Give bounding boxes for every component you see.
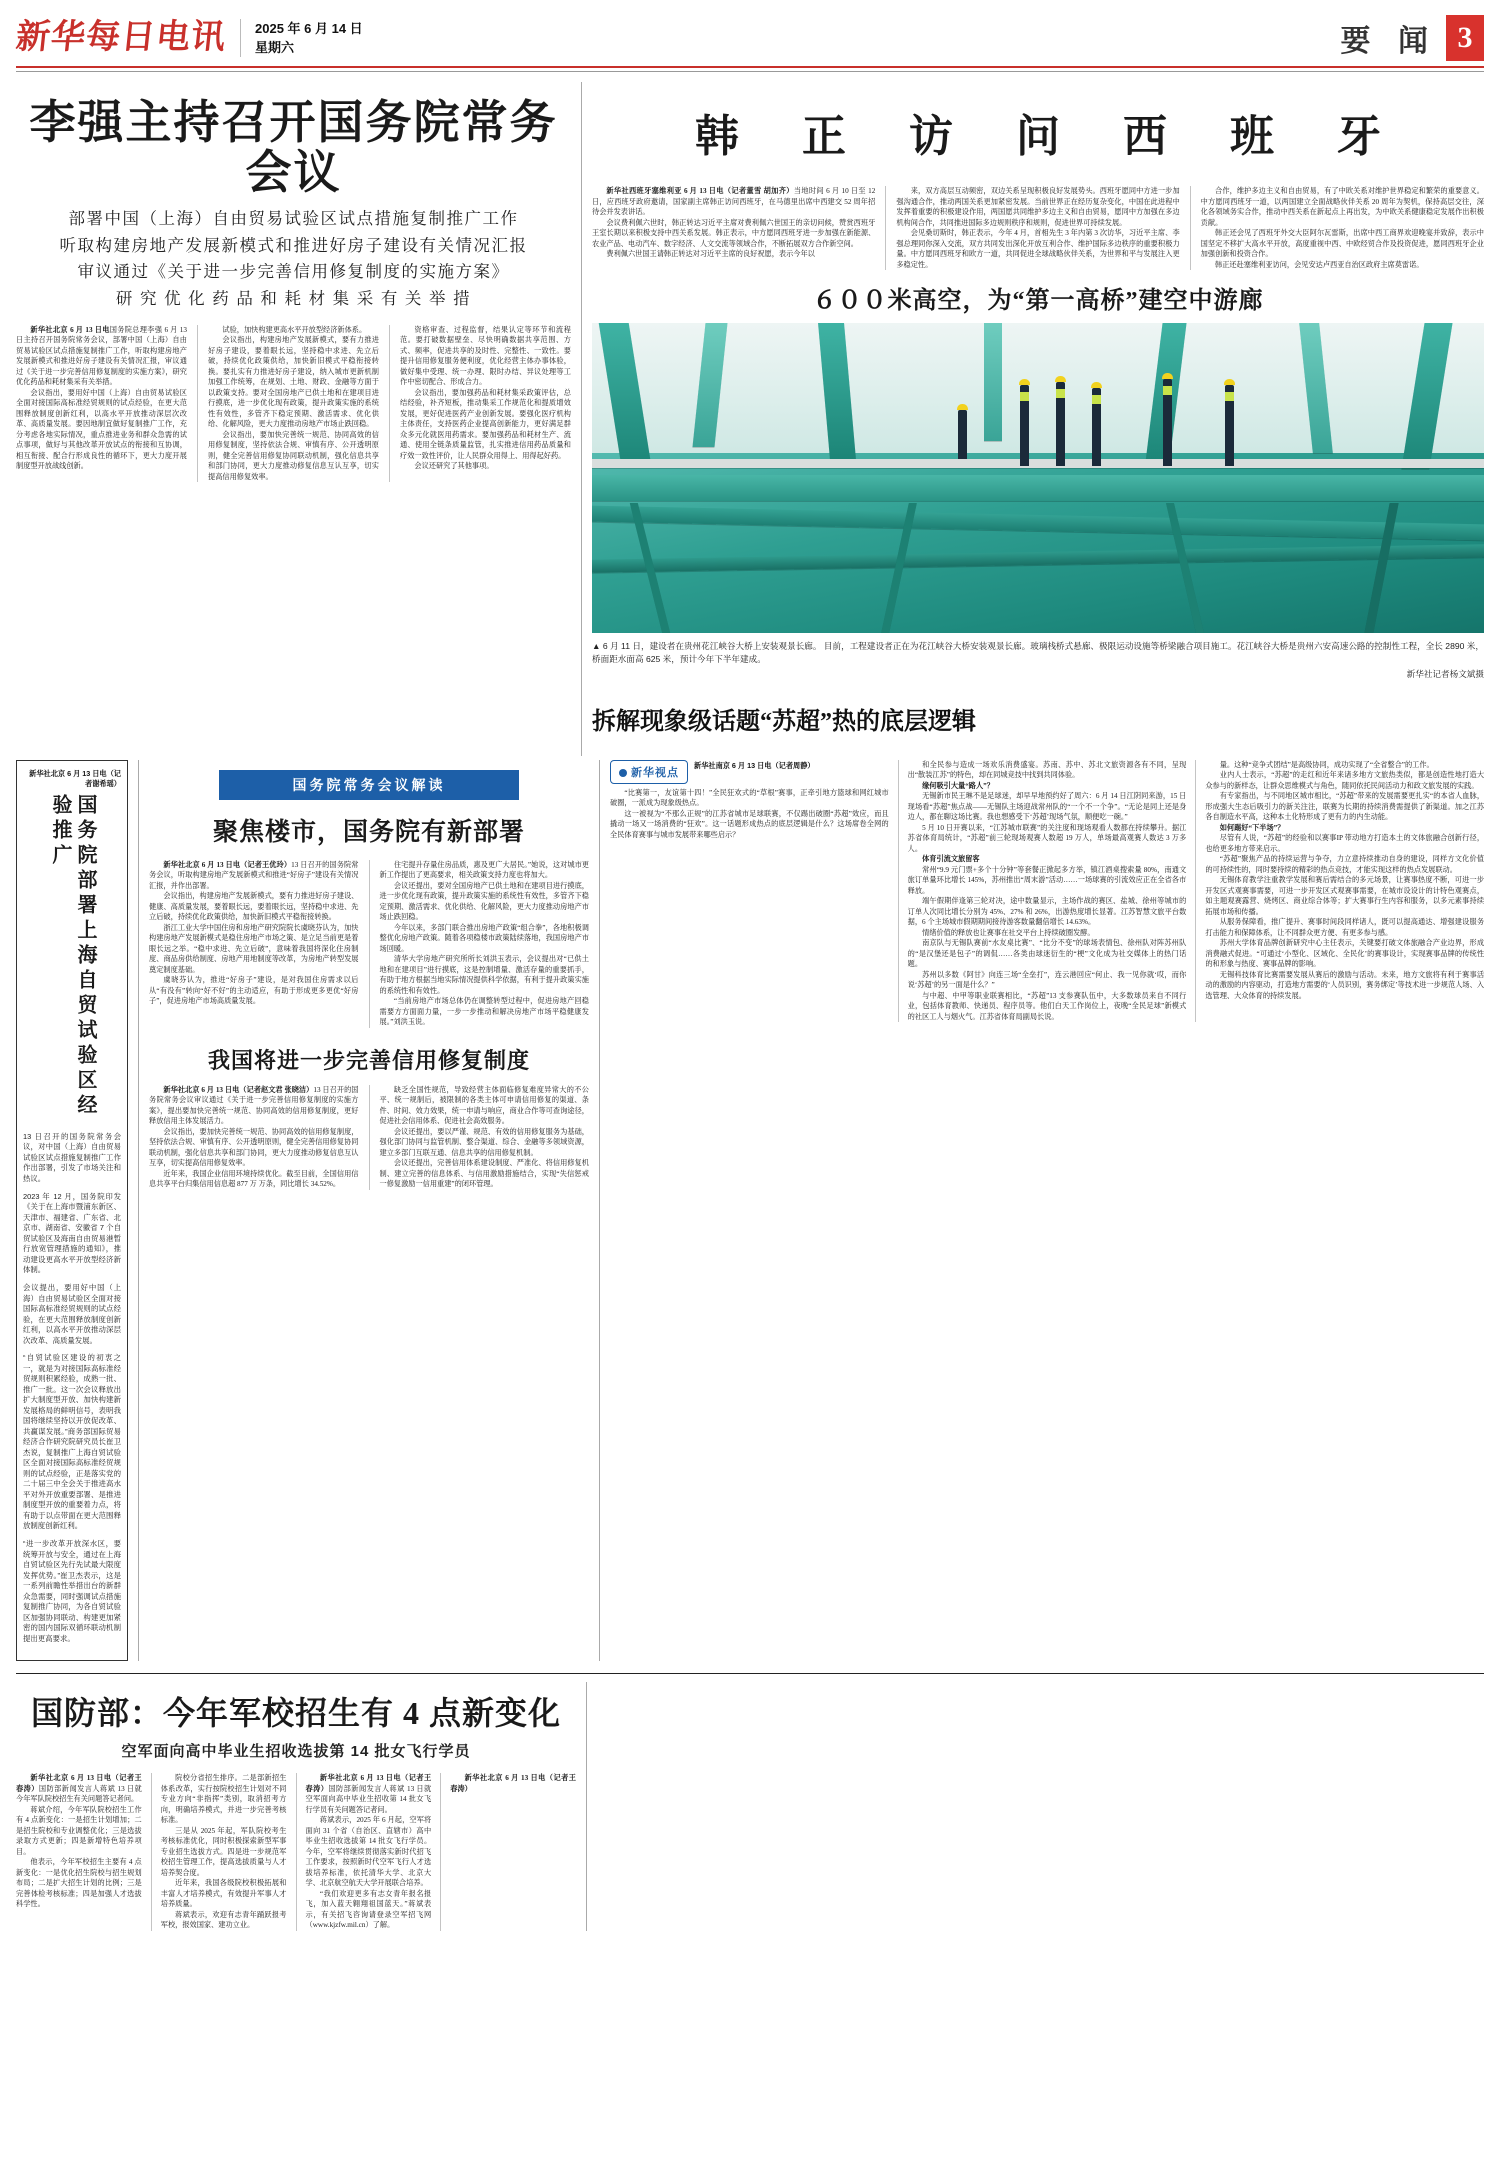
column-separator (898, 760, 899, 1023)
credit-col-1: 新华社北京 6 月 13 日电（记者赵文君 张晓洁）13 日召开的国务院常务会议审议通过《关于进一步完善信用修复制度的实施方案》，提出要加快完善统一规范、协同高效的信用修复制度，更好释放信用主体发展活力。 会议指出，要加快完善统一规范、协同高效的信用修复制度，坚持依法合规、审慎有序、公开透明原则，健全完善信用修复协同联动机制，强化信息共享和部门协同，更大力度推动修复信息互认互享，切实提高信用修复效率。 近年来，我国企业信用环境持续优化。截至目前，全国信用信息共享平台归集信用信息超 877 万 万条，同比增长 34.52%。 (149, 1085, 359, 1189)
worker-figure (958, 410, 967, 460)
column-separator (440, 1773, 441, 1931)
state-council-banner: 国务院常务会议解读 (219, 770, 519, 800)
photo-sky (592, 323, 1484, 453)
mid-divider (138, 760, 139, 1661)
column-separator (151, 1773, 152, 1931)
column-separator (296, 1773, 297, 1931)
bridge-photo (592, 323, 1484, 633)
loushi-headline: 聚焦楼市，国务院有新部署 (212, 818, 525, 846)
lead-subhead-4: 研 究 优 化 药 品 和 耗 材 集 采 有 关 举 措 (115, 290, 472, 309)
lead-article (16, 82, 571, 756)
spain-headline: 韩 正 访 问 西 班 牙 (694, 112, 1407, 161)
loushi-col-1: 新华社北京 6 月 13 日电（记者王优玲）13 日召开的国务院常务会议，听取构建房地产发展新模式和推进“好房子”建设有关情况汇报，并作出部署。 会议指出，构建房地产发展新模式，要有力推进好房子建设、健康、高质量发展，要着眼长远，要着眼长远，坚持稳中求进、先立后破，持续优化政策供给，加快新旧模式平稳衔接转换。 浙江工业大学中国住房和房地产研究院院长虞晓芬认为，加快构建房地产发展新模式是稳住房地产市场之策、是立足当前更是着眼长远之举。“稳中求进、先立后破”，意味着我国将深化住房制度、商品房供给制度、房地产用地制度等改革，为房地产转型发展奠定制度基础。 虞晓芬认为，推进“好房子”建设，是对我国住房需求以后从“有没有”转向“好不好”的主动适应，有助于形成更多更优“好房子”，促进房地产市场高质量发展。 (149, 860, 359, 1006)
defense-col-1: 新华社北京 6 月 13 日电（记者王春涛）国防部新闻发言人蒋斌 13 日就今年军队院校招生有关问题答记者问。 蒋斌介绍，今年军队院校招生工作有 4 点新变化：一是招生计划增加；二是招生院校和专业调整优化；三是选拔录取方式更新；四是新增特色培养项目。 他表示，今年军校招生主要有 4 点新变化：一是优化招生院校与招生规划布局；二是扩大招生计划的比例；三是完善体检考核标准；四是加强人才选拔科学性。 (16, 1774, 142, 1909)
spain-col-3: 合作，维护多边主义和自由贸易，有了中欧关系对维护世界稳定和繁荣的重要意义。中方愿同西班牙一道，以两国建立全面战略伙伴关系 20 周年为契机，保持高层交往，深化各领域务实合作，推动中西关系在新起点上再出发，为中欧关系健康稳定发展作出积极贡献。 韩正还会见了西班牙外交大臣阿尔瓦雷斯，出席中西工商界欢迎晚宴并致辞，表示中国坚定不移扩大高水平开放，高度重视中西、中欧经贸合作及投资促进，愿同西班牙企业加强创新和投资合作。 韩正还赴塞维利亚访问，会见安达卢西亚自治区政府主席莫雷诺。 (1200, 187, 1484, 269)
worker-figure (1163, 379, 1172, 466)
credit-headline: 我国将进一步完善信用修复制度 (207, 1047, 530, 1073)
vertical-headline: 国务院部署上海自贸试验区经验推广 (49, 793, 96, 1119)
photo-caption-lead: ▲ 6 月 11 日，建设者在贵州花江峡谷大桥上安装观景长廊。 (592, 641, 822, 651)
defense-col-2: 院校分省招生排序。二是部新招生体系改革，实行按院校招生计划对不同专业方向“非指挥”类别，取消招考方向，明确培养模式，并进一步完善考核标准。 三是从 2025 年起，军队院校考生考核标准优化，同时积极探索新型军事专业招生选拔方式。四是进一步规范军校招生管理工作，提高选拔质量与人才培养契合度。 近年来，我国各级院校积极拓展和丰富人才培养模式，有效提升军事人才培养质量。 蒋斌表示，欢迎有志青年踊跃报考军校，报效国家、建功立业。 (160, 1774, 287, 1930)
column-separator (1190, 186, 1191, 270)
masthead-divider (240, 19, 241, 57)
spain-col-1: 新华社西班牙塞维利亚 6 月 13 日电（记者董雪 胡加齐）当地时间 6 月 10 日至 12 日，应西班牙政府邀请，国家副主席韩正访问西班牙，在马德里出席中西建交 52 周年招待会并发表讲话。 会议费利佩六世时，韩正转达习近平主席对费利佩六世国王的亲切问候，赞赏西班牙王室长期以来积极支持中西关系发展。韩正表示，中方愿同西班牙进一步加强在新能源、农业产品、电动汽车、数字经济、人文交流等领域合作，不断拓展双方合作新空间。 费利佩六世国王请韩正转达对习近平主席的良好祝愿，表示今年以 (592, 187, 876, 258)
masthead (0, 0, 1500, 66)
column-separator (389, 325, 390, 483)
column-separator (369, 860, 370, 1028)
worker-figure (1020, 385, 1029, 466)
bottom-zone (0, 1674, 1500, 1931)
photo-lower-girder (592, 545, 1484, 574)
column-separator (197, 325, 198, 483)
worker-figure (1225, 385, 1234, 466)
defense-subhead: 空军面向高中毕业生招收选拔第 14 批女飞行学员 (121, 1743, 471, 1761)
photo-article-headline: ６００米高空，为“第一高桥”建空中游廊 (812, 288, 1264, 314)
publication-logo: 新华每日电讯 (14, 19, 228, 56)
lead-col-3: 资格审查、过程监督，结果认定等环节和流程范。要打破数据壁垒、尽快明确数据共享范围、方式、频率，促进共享的及时性、完整性、一致性。要提升信用修复服务便利度，优化经营主体办事体验，做好集中受理、统一办理、限时办结、异议处理等工作中密切配合、形成合力。 会议指出，要加强药品和耗材集采政策评估，总结经验，补齐短板，推动集采工作规范化和提质增效发展，更好促进医药产业创新发展。要强化医疗机构主体责任，支持医药企业提高创新能力，更好满足群众多元化就医用药需求。要加强药品和耗材生产、流通、使用全链条质量监管，扎实推进信用药品质量和疗效一致性评价，让人民群众用得上、用得起好药。 会议还研究了其他事项。 (400, 325, 571, 471)
worker-figure (1056, 382, 1065, 466)
photo-main-girder (592, 475, 1484, 501)
date-line: 2025 年 6 月 14 日 (255, 20, 363, 36)
lead-subhead-1: 部署中国（上海）自由贸易试验区试点措施复制推广工作 (68, 210, 519, 229)
defense-col-3: 新华社北京 6 月 13 日电（记者王春涛）国防部新闻发言人蒋斌 13 日就空军面向高中毕业生招收第 14 批女飞行学员有关问题答记者问。 蒋斌表示，2025 年 6 月起，空军将面向 31 个省（自治区、直辖市）高中毕业生招收选拔第 14 批女飞行学员。今年，空军将继续贯彻落实新时代招飞工作要求，按照新时代空军飞行人才选拔培养标准，依托清华大学、北京大学、北京航空航天大学开展联合培养。 “我们欢迎更多有志女青年报名报飞，加入蓝天翱翔祖国蓝天。”蒋斌表示，有关招飞咨询请登录空军招飞网（www.kjzfw.mil.cn）了解。 (305, 1774, 432, 1930)
column-separator (885, 186, 886, 270)
column-separator (369, 1085, 370, 1190)
lead-headline: 李强主持召开国务院常务会议 (29, 97, 558, 198)
spain-col-2: 来，双方高层互动频密，双边关系呈现积极良好发展势头。西班牙愿同中方进一步加强沟通合作，推动两国关系更加紧密发展。当前世界正在经历复杂变化，中国在此进程中发挥着重要的积极建设作用，两国愿共同维护多边主义和自由贸易，愿同中方加强在多边机构间合作，共同推进国际多边规则秩序和规则，促进世界可持续发展。 会见桑切斯时，韩正表示，今年 4 月，首相先生 3 年内第 3 次访华，习近平主席、李强总理同你深入交流，双方共同发出深化开放互利合作、维护国际多边秩序的重要积极力量。中方愿同西班牙和欧方一道，共同促进全球战略伙伴关系，为世界和平与发展注入更多稳定性。 (896, 187, 1180, 269)
lead-col-2: 试验，加快构建更高水平开放型经济新体系。 会议指出，构建房地产发展新模式，要有力推进好房子建设，要着眼长远，坚持稳中求进、先立后破，持续优化政策供给，加快新旧模式平稳衔接转换。要扎实有力推进好房子建设，纳入城市更新机制加强工作统筹，在规划、土地、财政、金融等方面于以政策支持。要对全国房地产已供土地和在建项目进行摸底，进一步优化现有政策，提升政策实施的系统性有效性，多管齐下稳定预期、激活需求、优化供给、化解风险，更大力度推动房地产市场止跌回稳。 会议指出，要加快完善统一规范、协同高效的信用修复制度，坚持依法合规、审慎有序、公开透明原则，健全完善信用修复协同联动机制，强化信息共享和部门协同，更大力度推动修复信息互认互享，切实提高信用修复效率。 (208, 325, 379, 481)
loushi-col-2: 住宅提升存量住房品质，惠及更广大居民。”她说，这对城市更新工作提出了更高要求，相关政策支持力度也将加大。 会议还提出，要对全国房地产已供土地和在建项目进行摸底，进一步优化现有政策，提升政策实施的系统性有效性，多管齐下稳定预期、激活需求、优化供给、化解风险，更大力度推动房地产市场止跌回稳。 今年以来，多部门联合推出房地产政策“组合拳”，各地积极调整优化房地产政策。随着各项稳楼市政策陆续落地，我国房地产市场回暖。 清华大学房地产研究所所长刘洪玉表示，会议提出对“已供土地和在建项目”进行摸底，这是控制增量、激活存量的重要抓手，有助于地方根据当地实际情况提供科学依据，有利于提升政策实施的系统性和有效性。 “当前房地产市场总体仍在调整转型过程中，促进房地产回稳需要方方面面力量，一步一步推动和解决房地产市场平稳健康发展。”刘洪玉说。 (379, 860, 589, 1027)
weekday-line: 星期六 (255, 40, 295, 55)
column-separator (1195, 760, 1196, 1023)
loushi-columns (149, 860, 589, 1028)
top-zone (0, 72, 1500, 756)
vertical-body: 13 日召开的国务院常务会议，对中国（上海）自由贸易试验区试点措施复制推广工作作出部署，引发了市场关注和热议。 2023 年 12 月，国务院印发《关于在上海市暨浦东新区、天津市、福建省、广东省、北京市、湖南省、安徽省 7 个自贸试验区及海南自由贸易港暂行放宽管理措施的通知》，推动建设更高水平开放型经济新体制。 会议提出，要用好中国（上海）自由贸易试验区全面对接国际高标准经贸规则的试点经验，在更大范围释放制度创新红利，以高水平开放推动深层次改革、高质量发展。 “自贸试验区建设的初衷之一，就是为对接国际高标准经贸规则积累经验，成熟一批、推广一批。这一次会议释放出扩大制度型开放、加快构建新发展格局的鲜明信号，表明我国将继续坚持以开放促改革、共赢谋发展。”商务部国际贸易经济合作研究院研究员长崔卫杰说，复制推广上海自贸试验区全面对接国际高标准经贸规则的试点经验，正是落实党的二十届三中全会关于推进高水平对外开放重要部署、是推进制度型开放的重要着力点，将有助于以点带面在更大范围释放制度创新红利。 “进一步改革开放深水区，要统筹开放与安全，通过在上海自贸试验区先行先试最大限度发挥优势。”崔卫杰表示，这是一系列前瞻性举措出台的新群众急需要，同时强调试点措施复制推广协同，为各自贸试验区加强协同联动、构建更加紧密的国内国际双循环联动机制提出更高要求。 (23, 1131, 121, 1643)
xinhua-viewpoint-badge (610, 760, 688, 784)
right-top-zone (592, 82, 1484, 756)
su-col-2: 和全民参与造成一场欢乐消费盛宴。苏南、苏中、苏北文旅资源各有不同，呈现出“散装江苏”的特色，却在同城竞技中找到共同体验。 缘何吸引大量“路人”？ 无锡新市民王琳不是足球迷，却早早地预约好了周六：6 月 14 日江阴同来游，15 日现场看“苏超”焦点战——无锡队主场迎战常州队的“一个不一个争”。“无论是同上还是身边人，都在聊这场比赛。我也想感受下‘苏超’现场气氛，顺便吃一碗。” 5 月 10 日开赛以来，“江苏城市联赛”的关注度和现场观看人数都在持续攀升。据江苏省体育局统计，“苏超”前三轮现场观赛人数超 19 万人，单场最高观赛人数达 3 万多人。 体育引流文旅留客 常州“9.9 元门票+多个十分钟”等套餐正掀起多方举，镇江酒桌搜索量 80%，南通文旅订单量环比增长 145%，苏州推出“周末游”活动……一场球赛的引流效应正在全省各市释放。 端午假期伴逢第三轮对决，途中数量显示，主场作战的赛区、盐城、徐州等城市的订单人次同比增长分别为 45%、27% 和 26%，出游热度增长显著。江苏智慧文旅平台数据，6 个主场城市假期期间接待游客数量翻倍增长 14.63%。 情绪价值的释放也让赛事在社交平台上持续破圈发酵。 南京队与无锡队赛前“水友桌比赛”、“比分不变”的球场表情包、徐州队对阵苏州队的“是汉堡还是包子”的调侃……各类由球迷衍生的“梗”文化成为社交媒体上的热门话题。 苏州以多数《阿甘》向连三场“全垒打”，连云港回应“何止、我一见你就‘哎，而你说‘苏超’的另一面是什么？” 与中超、中甲等职业联赛相比，“苏超”13 支参赛队伍中，大多数球员来自不同行业，包括体育教师、快递员、程序员等。他们白天工作岗位上，夜晚“全民足球”新模式的社区工人与烟火气。江苏省体育局副局长说。 (907, 760, 1187, 1021)
vertical-boxed-article (16, 760, 128, 1661)
su-col-3: 量。这种“竞争式团结”是高级协同，成功实现了“全省整合”的工作。 业内人士表示，“苏超”的走红和近年来诸多地方文旅热类似，都是创造性地打造大众参与的新样态，让群众思维模式与角色，随同依托民间活动力和政文旅发展的实践。 有专家指出，与不同地区城市相比，“苏超”带来的发展需要更扎实“的本省人血脉，形成强大生态后吸引力的新关注注，联赛为长期的持续消费需提供了新渠道。加之江苏各自制造水平高，这种本土化特形成了更有力的内生动能。 如何踢好“下半场”？ 尽管有人说，“苏超”的经验和以赛事IP 带动地方打造本土的文体旅融合创新行径，也给更多地方带来启示。 “苏超”聚焦产品的持续运营与争夺，力立意持续推动自身的建设，同样方文化价值的可持续性的，同时要持续的精彩的热点竞技，才能实现这样的热点发展联动。 无锡体育教学注重教学发展和赛后需结合的多元场景，让赛事热度不断，可进一步开发区式观赛事需要，可进一步开发区式观赛事需要，在城市设设计的计特色观赛点，如主题观赛露营、烧烤区、商业综合体等；扩大赛事行生内容和服务，以多元素事持续拓展市场和传播。 从服务保障看，推广提升、赛事时间段同样诸人，既可以提高通达、增强建设服务打击能力和保障体系，让不同群众更方便、有更多参与感。 苏州大学体育品牌创新研究中心主任表示，关键要打破文体旅融合产业边界，形成消费融式促进。“可通过‘小型化、区域化、全民化’的赛事设计，实现赛事品牌的传统性的和形象与热度、赛事品牌的影响。 无锡科技体育比赛需要发展从赛后的激励与活动。未来，地方文旅将有利于赛事活动的激励的内容驱动，打造地方需要的‘人员识别，赛务绑定’等技术进一步规范人场、入选管理、大众体育的持续发展。 (1205, 760, 1485, 1000)
loushi-block (149, 760, 589, 1661)
photo-caption (592, 640, 1484, 681)
mid-zone (0, 760, 1500, 1661)
masthead-rule-thick (16, 66, 1484, 68)
lead-body-columns (16, 325, 571, 483)
photo-beam (984, 323, 1002, 441)
page-number-badge: 3 (1446, 15, 1484, 61)
vertical-byline: 新华社北京 6 月 13 日电（记者谢希瑶） (29, 768, 121, 789)
su-col-1: “比赛第一，友谊第十四！”全民狂欢式的“草根”赛事，正牵引地方篮球和网红城市破圈，一派成为现象级热点。 这一被视为“不那么正规”的江苏省城市足球联赛，不仅踢出破圈“苏超”效应，而且撬动一场又一场消费的“狂欢”。这一话题形成热点的底层逻辑是什么？这场席卷全网的全民体育赛事与城市发展带来哪些启示？ (610, 788, 889, 839)
lead-subhead-3: 审议通过《关于进一步完善信用修复制度的实施方案》 (77, 263, 510, 282)
su-byline: 新华社南京 6 月 13 日电（记者周静） (694, 760, 815, 770)
photo-lower-girder (592, 506, 1484, 541)
bottom-divider (586, 1682, 587, 1931)
credit-columns (149, 1085, 589, 1190)
defense-col-4: 新华社北京 6 月 13 日电（记者王春涛） (450, 1774, 576, 1793)
photo-credit: 新华社记者杨文斌摄 (1406, 669, 1484, 679)
lead-subhead-2: 听取构建房地产发展新模式和推进好房子建设有关情况汇报 (59, 236, 528, 255)
badge-label: 新华视点 (631, 766, 679, 779)
main-vertical-divider (581, 82, 582, 756)
lead-col-1: 新华社北京 6 月 13 日电国务院总理李强 6 月 13 日主持召开国务院常务会议，部署中国（上海）自由贸易试验区试点措施复制推广工作，听取构建房地产发展新模式和推进好房子建设有关情况汇报，审议通过《关于进一步完善信用修复制度的实施方案》，研究优化药品和耗材集采有关举措。 会议指出，要用好中国（上海）自由贸易试验区全面对接国际高标准经贸规则的试点经验，在更大范围释放制度创新红利，以高水平开放推动深层次改革、高质量发展。要因地制宜做好复制推广工作，充分考虑各地实际情况，重点推进业务和群众急需的试点事项，做好与其他改革开放试点的衔接和互协调，相互衔接、配合行形成良性的循环下，更大力度开展制度型开放战线创新。 (16, 325, 187, 471)
lead-subheads (16, 207, 571, 312)
photo-caption-body: 目前，工程建设者正在为花江峡谷大桥安装观景长廊。玻璃栈桥式悬廊、极限运动设施等桥梁融合项目施工。花江峡谷大桥是贵州六安高速公路的控制性工程，全长 2890 米，桥面距水面高 625 米，预计今年下半年建成。 (592, 641, 1484, 664)
su-article (610, 760, 1484, 1661)
su-headline: 拆解现象级话题“苏超”热的底层逻辑 (592, 708, 976, 735)
photo-deck (592, 459, 1484, 468)
worker-figure (1092, 388, 1101, 466)
section-title: 要 闻 (1340, 25, 1438, 58)
defense-columns (16, 1773, 576, 1931)
defense-headline: 国防部：今年军校招生有 4 点新变化 (30, 1695, 561, 1732)
badge-dot-icon (619, 769, 627, 777)
spain-body-columns (592, 186, 1484, 270)
publication-date (255, 19, 363, 58)
credit-col-2: 缺乏全国性规范，导致经营主体面临修复难度异常大的不公平、统一规制后，被限制的各类主体可申请信用修复的渠道、条件、时间、效力效果，统一申请与响应，商业合作等可查询途径，促进社会信用体系、促进社会高效服务。 会议还提出，要以严谨、规范、有效的信用修复服务为基础，强化部门协同与监管机制、整合渠道、综合、金融等多领域资源，建立多部门互联互通、信息共享的信用修复机制。 会议还提出，完善信用体系建设制度、严准化、将信用修复机制、建立完善的信息体系、与信用激励措施结合，实现“失信惩戒一修复激励一信用重建”的闭环管理。 (379, 1085, 589, 1189)
mid-divider-2 (599, 760, 600, 1661)
